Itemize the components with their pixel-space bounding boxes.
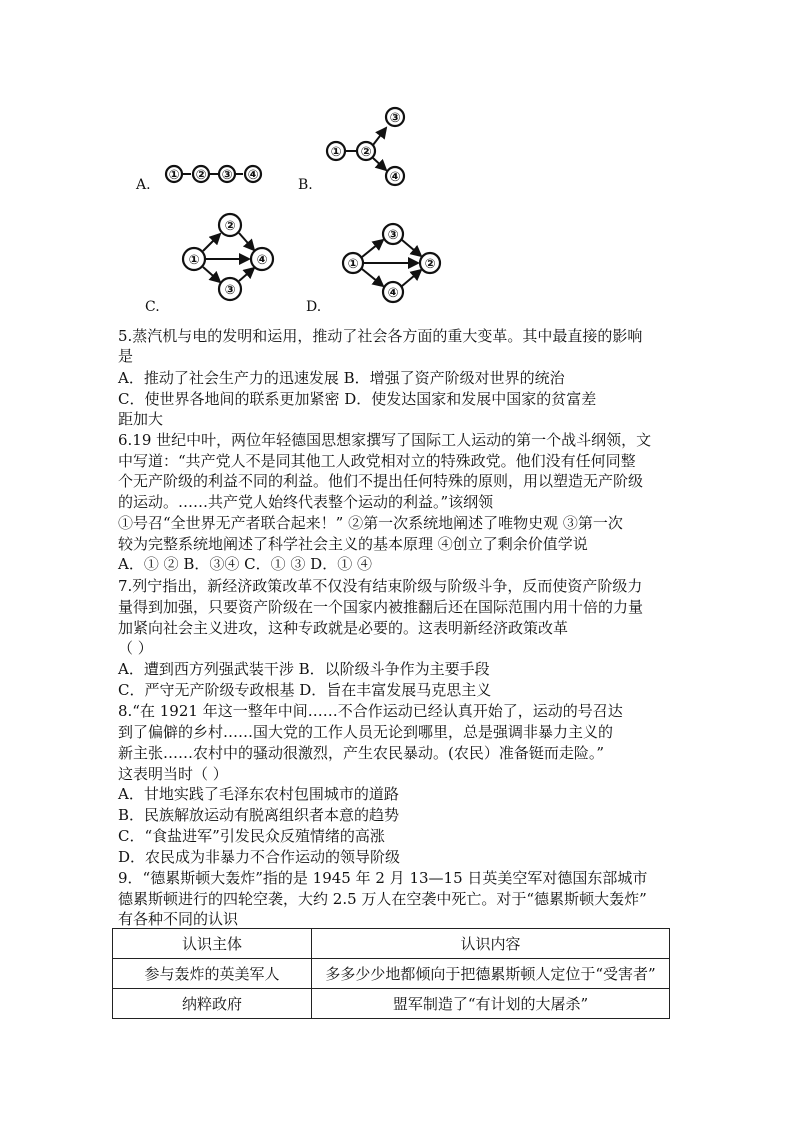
option-b-label: B. — [298, 177, 313, 193]
node-4: ④ — [256, 253, 268, 268]
q7-answer-blank: （ ） — [118, 639, 153, 657]
option-d-label: D. — [306, 299, 322, 315]
q7-stem-line-1: 7.列宁指出，新经济政策改革不仅没有结束阶级与阶级斗争，反而使资产阶级力 — [118, 577, 643, 595]
q6-stem-line-3: 个无产阶级的利益不同的利益。他们不提出任何特殊的原则，用以塑造无产阶级 — [118, 472, 644, 490]
q6-statements-1: ①号召“全世界无产者联合起来！” ②第一次系统地阐述了唯物史观 ③第一次 — [118, 514, 623, 532]
q7-options-cd: C．严守无产阶级专政根基 D．旨在丰富发展马克思主义 — [118, 681, 492, 699]
node-4: ④ — [247, 168, 259, 183]
q9-stem-line-1: 9．“德累斯顿大轰炸”指的是 1945 年 2 月 13—15 日英美空军对德国东部城市 — [118, 869, 648, 887]
q8-stem-line-2: 到了偏僻的乡村……国大党的工作人员无论到哪里，总是强调非暴力主义的 — [118, 723, 614, 741]
q5-options-cd: C．使世界各地间的联系更加紧密 D．使发达国家和发展中国家的贫富差 — [118, 390, 597, 408]
node-3: ③ — [224, 283, 236, 298]
table-header-row — [113, 929, 670, 959]
node-3: ③ — [387, 228, 399, 243]
q6-stem-line-4: 的运动。……共产党人始终代表整个运动的利益。”该纲领 — [118, 493, 494, 511]
q8-stem-line-1: 8.“在 1921 年这一整年中间……不合作运动已经认真开始了，运动的号召达 — [118, 702, 623, 720]
node-2: ② — [224, 219, 236, 234]
q7-stem-line-3: 加紧向社会主义进攻，这种专政就是必要的。这表明新经济政策改革 — [118, 619, 569, 637]
q8-stem-line-4: 这表明当时（ ） — [118, 765, 228, 783]
q8-option-c: C．“食盐进军”引发民众反殖情绪的高涨 — [118, 827, 385, 845]
q7-stem-line-2: 量得到加强，只要资产阶级在一个国家内被推翻后还在国际范围内用十倍的力量 — [118, 598, 644, 616]
table-cell: 盟军制造了“有计划的大屠杀” — [312, 989, 670, 1019]
table-cell: 参与轰炸的英美军人 — [113, 959, 312, 989]
q9-table — [112, 928, 670, 1019]
q9-stem-line-2: 德累斯顿进行的四轮空袭，大约 2.5 万人在空袭中死亡。对于“德累斯顿大轰炸” — [118, 890, 647, 908]
option-c-label: C. — [145, 299, 160, 315]
table-row — [113, 959, 670, 989]
node-2: ② — [424, 257, 436, 272]
table-header-cell: 认识内容 — [312, 929, 670, 959]
node-2: ② — [195, 168, 207, 183]
table-header-cell: 认识主体 — [113, 929, 312, 959]
table-row — [113, 989, 670, 1019]
q5-stem-line-2: 是 — [118, 347, 134, 365]
q6-stem-line-2: 中写道：“共产党人不是同其他工人政党相对立的特殊政党。他们没有任何同整 — [118, 452, 636, 470]
q7-options-ab: A．遭到西方列强武装干涉 B．以阶级斗争作为主要手段 — [118, 660, 490, 678]
q8-option-d: D．农民成为非暴力不合作运动的领导阶级 — [118, 848, 401, 866]
node-4: ④ — [389, 170, 401, 185]
diagram-d — [340, 222, 444, 306]
diagram-c — [180, 210, 280, 302]
q8-option-a: A．甘地实践了毛泽东农村包围城市的道路 — [118, 785, 399, 803]
q8-stem-line-3: 新主张……农村中的骚动很激烈，产生农民暴动。(农民）准备铤而走险。” — [118, 744, 605, 762]
node-4: ④ — [387, 286, 399, 301]
node-2: ② — [360, 145, 372, 160]
node-1: ① — [188, 253, 200, 268]
node-1: ① — [347, 257, 359, 272]
q9-stem-line-3: 有各种不同的认识 — [118, 910, 239, 928]
option-a-label: A. — [136, 177, 151, 193]
q5-options-cd-cont: 距加大 — [118, 410, 164, 428]
node-3: ③ — [389, 111, 401, 126]
diagram-a — [164, 156, 264, 192]
q6-options: A．① ② B．③④ C．① ③ D．① ④ — [118, 555, 372, 573]
table-cell: 纳粹政府 — [113, 989, 312, 1019]
q6-stem-line-1: 6.19 世纪中叶，两位年轻德国思想家撰写了国际工人运动的第一个战斗纲领，文 — [118, 431, 652, 449]
node-1: ① — [168, 168, 180, 183]
node-3: ③ — [221, 168, 233, 183]
node-1: ① — [330, 145, 342, 160]
q5-stem-line-1: 5.蒸汽机与电的发明和运用，推动了社会各方面的重大变革。其中最直接的影响 — [118, 327, 643, 345]
diagram-b — [324, 100, 414, 192]
q8-option-b: B．民族解放运动有脱离组织者本意的趋势 — [118, 806, 400, 824]
q6-statements-2: 较为完整系统地阐述了科学社会主义的基本原理 ④创立了剩余价值学说 — [118, 535, 588, 553]
q5-options-ab: A．推动了社会生产力的迅速发展 B．增强了资产阶级对世界的统治 — [118, 369, 565, 387]
table-cell: 多多少少地都倾向于把德累斯顿人定位于“受害者” — [312, 959, 670, 989]
